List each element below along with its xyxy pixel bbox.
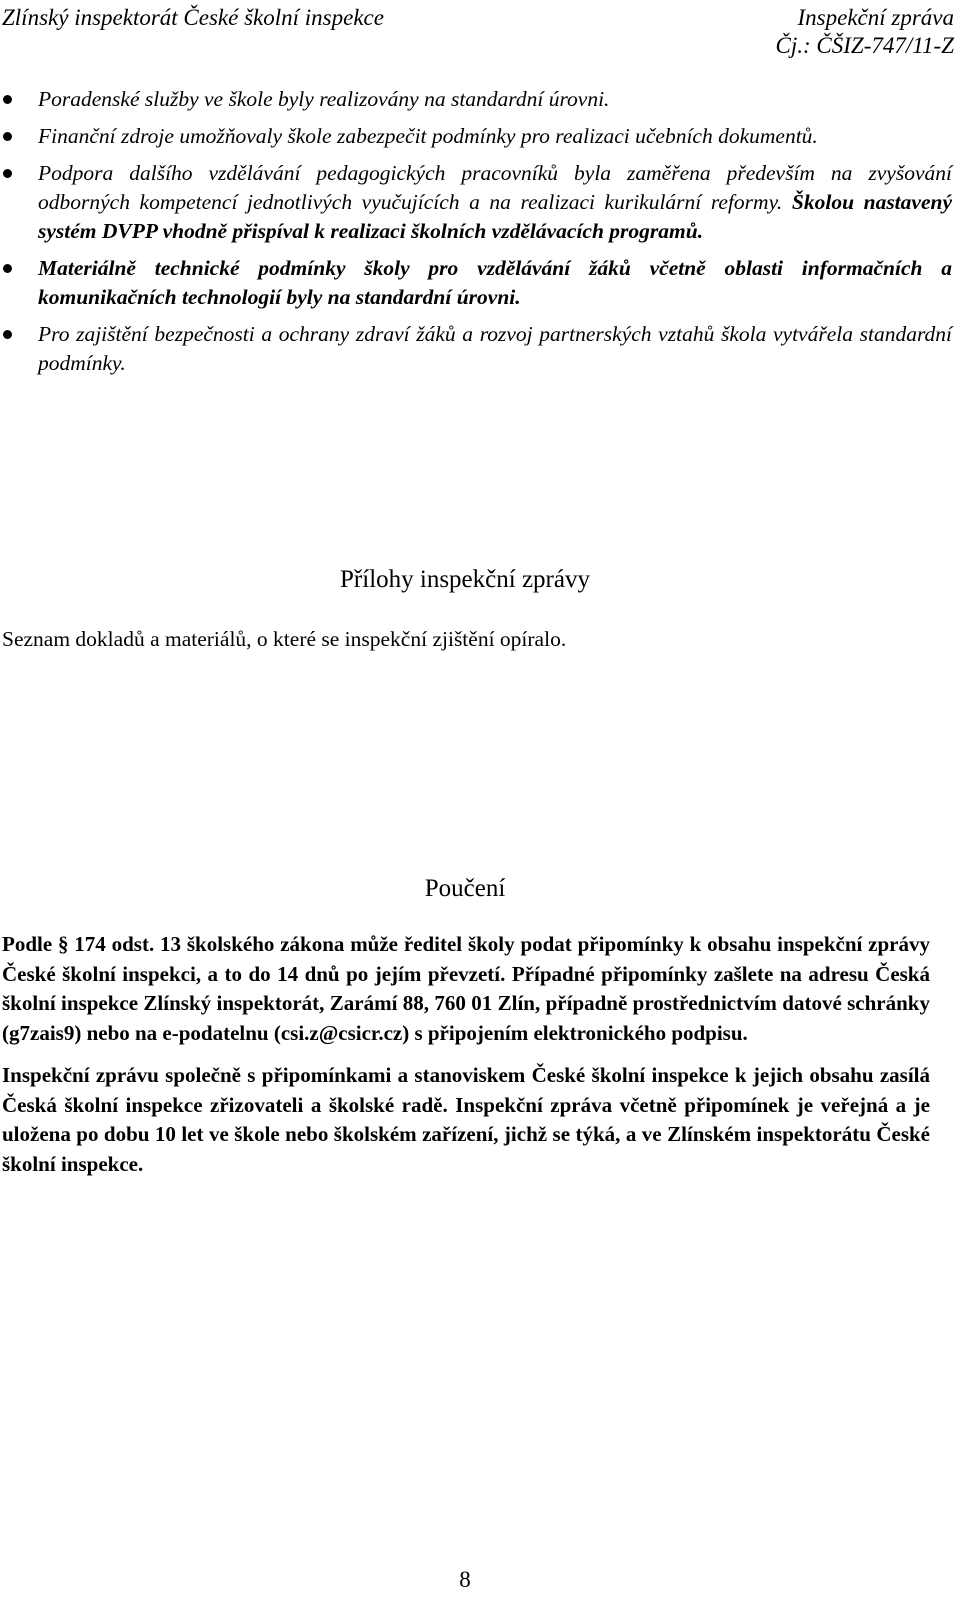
finding-bold-text: Materiálně technické podmínky školy pro vzdělávání žáků včetně oblasti informačních a komunikačních technologií byly na standardní úrovni. — [38, 256, 952, 309]
bullet-icon — [3, 169, 12, 178]
list-item — [0, 254, 960, 312]
header-institution: Zlínský inspektorát České školní inspekce — [2, 5, 384, 30]
finding-text: Finanční zdroje umožňovaly škole zabezpečit podmínky pro realizaci učebních dokumentů. — [38, 124, 818, 148]
findings-list — [0, 85, 960, 386]
header-document-type: Inspekční zpráva — [797, 5, 954, 30]
notice-body — [2, 930, 930, 1192]
list-item — [0, 159, 960, 246]
header-right-block — [776, 4, 954, 60]
bullet-icon — [3, 95, 12, 104]
notice-heading: Poučení — [424, 875, 506, 902]
finding-text: Pro zajištění bezpečnosti a ochrany zdraví žáků a rozvoj partnerských vztahů škola vytvářela standardní podmínky. — [38, 322, 952, 375]
notice-paragraph: Inspekční zprávu společně s připomínkami a stanoviskem České školní inspekce k jejich obsahu zasílá Česká školní inspekce zřizovateli a školské radě. Inspekční zpráva včetně připomínek je veřejná a je uložena po dobu 10 let ve škole nebo školském zařízení, jichž se týká, a ve Zlínském inspektorátu České školní inspekce. — [2, 1063, 930, 1176]
finding-bold-text: Školou nastavený systém DVPP vhodně přispíval k realizaci školních vzdělávacích programů. — [38, 190, 952, 243]
finding-text: Poradenské služby ve škole byly realizovány na standardní úrovni. — [38, 87, 610, 111]
bullet-icon — [3, 330, 12, 339]
notice-paragraph: Podle § 174 odst. 13 školského zákona může ředitel školy podat připomínky k obsahu inspekční zprávy České školní inspekci, a to do 14 dnů po jejím převzetí. Případné připomínky zašlete na adresu Česká školní inspekce Zlínský inspektorát, Zarámí 88, 760 01 Zlín, případně prostřednictvím datové schránky (g7zais9) nebo na e-podatelnu (csi.z@csicr.cz) s připojením elektronického podpisu. — [2, 932, 930, 1045]
attachments-heading: Přílohy inspekční zprávy — [340, 566, 590, 593]
list-item — [0, 320, 960, 378]
list-item — [0, 122, 960, 151]
page-number: 8 — [459, 1567, 471, 1592]
attachments-text: Seznam dokladů a materiálů, o které se inspekční zjištění opíralo. — [2, 627, 567, 651]
bullet-icon — [3, 132, 12, 141]
bullet-icon — [3, 264, 12, 273]
header-reference: Čj.: ČŠIZ-747/11-Z — [775, 33, 954, 58]
list-item — [0, 85, 960, 114]
finding-text: Podpora dalšího vzdělávání pedagogických pracovníků byla zaměřena především na zvyšování odborných kompetencí jednotlivých vyučujících a na realizaci kurikulární reformy. — [38, 161, 952, 214]
finding-text-wrapper — [38, 159, 952, 246]
